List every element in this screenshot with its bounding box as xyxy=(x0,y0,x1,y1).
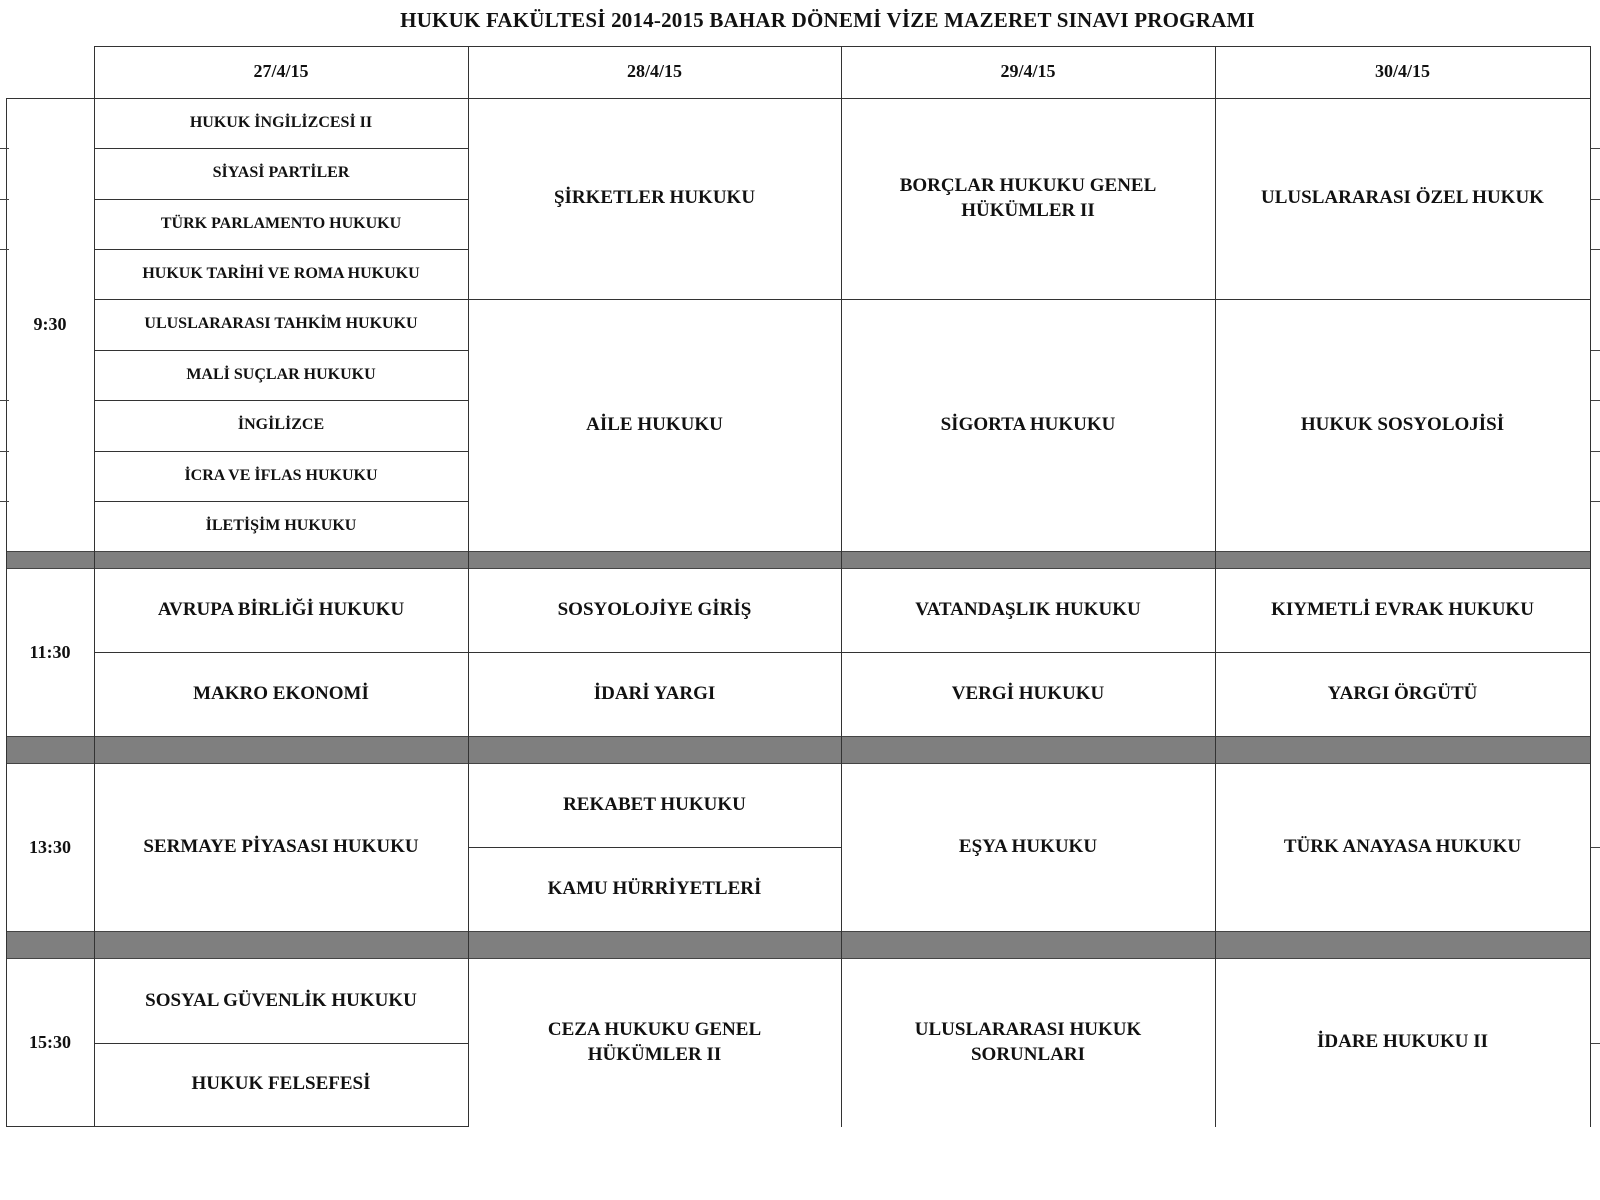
edge-tick xyxy=(1591,199,1600,200)
date-header: 28/4/15 xyxy=(626,61,682,82)
edge-tick xyxy=(1591,1043,1600,1044)
exam-cell: SİYASİ PARTİLER xyxy=(212,164,350,182)
edge-tick xyxy=(1591,350,1600,351)
date-header: 30/4/15 xyxy=(1374,61,1430,82)
time-block-separator xyxy=(6,736,1591,764)
exam-cell: HUKUK TARİHİ VE ROMA HUKUKU xyxy=(142,264,420,282)
exam-cell: SOSYOLOJİYE GİRİŞ xyxy=(557,599,752,621)
exam-cell: AİLE HUKUKU xyxy=(586,413,723,435)
exam-cell: TÜRK PARLAMENTO HUKUKU xyxy=(160,214,402,232)
exam-cell: MALİ SUÇLAR HUKUKU xyxy=(186,365,376,383)
table-border xyxy=(1590,46,1591,1127)
exam-cell: HUKUK İNGİLİZCESİ II xyxy=(189,113,373,131)
exam-cell: KIYMETLİ EVRAK HUKUKU xyxy=(1271,599,1534,621)
exam-cell: KAMU HÜRRİYETLERİ xyxy=(547,877,762,899)
exam-cell: ŞİRKETLER HUKUKU xyxy=(553,187,756,209)
exam-cell: SİGORTA HUKUKU xyxy=(940,413,1116,435)
exam-cell: ULUSLARARASI TAHKİM HUKUKU xyxy=(144,315,418,333)
page-title: HUKUK FAKÜLTESİ 2014-2015 BAHAR DÖNEMİ VİZE MAZERET SINAVI PROGRAMI xyxy=(400,8,1255,32)
time-block-separator xyxy=(6,931,1591,959)
time-label: 11:30 xyxy=(29,641,71,662)
edge-tick xyxy=(1591,451,1600,452)
exam-cell: AVRUPA BİRLİĞİ HUKUKU xyxy=(157,599,405,621)
date-header: 29/4/15 xyxy=(1000,61,1056,82)
exam-cell: VATANDAŞLIK HUKUKU xyxy=(915,599,1141,621)
table-border xyxy=(6,1126,469,1127)
exam-cell: İDARİ YARGI xyxy=(593,682,716,704)
exam-cell: BORÇLAR HUKUKU GENEL HÜKÜMLER II xyxy=(899,174,1157,221)
exam-cell: İLETİŞİM HUKUKU xyxy=(205,516,357,534)
exam-cell: SERMAYE PİYASASI HUKUKU xyxy=(143,836,419,858)
exam-cell: CEZA HUKUKU GENEL HÜKÜMLER II xyxy=(547,1018,762,1065)
date-header: 27/4/15 xyxy=(253,61,309,82)
exam-cell: İCRA VE İFLAS HUKUKU xyxy=(184,466,378,484)
exam-cell: ULUSLARARASI HUKUK SORUNLARI xyxy=(914,1018,1142,1065)
exam-cell: ULUSLARARASI ÖZEL HUKUK xyxy=(1261,187,1544,209)
edge-tick xyxy=(1591,249,1600,250)
time-block-separator xyxy=(6,551,1591,569)
exam-cell: YARGI ÖRGÜTÜ xyxy=(1327,682,1478,704)
exam-cell: HUKUK FELSEFESİ xyxy=(191,1073,371,1095)
edge-tick xyxy=(1591,847,1600,848)
exam-cell: VERGİ HUKUKU xyxy=(951,682,1105,704)
edge-tick xyxy=(1591,501,1600,502)
time-label: 13:30 xyxy=(29,836,71,857)
time-label: 15:30 xyxy=(29,1031,71,1052)
exam-cell: MAKRO EKONOMİ xyxy=(193,682,369,704)
time-label: 9:30 xyxy=(33,313,67,334)
exam-cell: EŞYA HUKUKU xyxy=(958,836,1098,858)
edge-tick xyxy=(1591,148,1600,149)
exam-cell: İDARE HUKUKU II xyxy=(1316,1031,1489,1053)
exam-cell: REKABET HUKUKU xyxy=(563,794,746,816)
exam-cell: SOSYAL GÜVENLİK HUKUKU xyxy=(145,989,417,1011)
exam-cell: TÜRK ANAYASA HUKUKU xyxy=(1283,836,1522,858)
exam-cell: İNGİLİZCE xyxy=(237,416,325,434)
exam-cell: HUKUK SOSYOLOJİSİ xyxy=(1300,413,1505,435)
edge-tick xyxy=(1591,400,1600,401)
